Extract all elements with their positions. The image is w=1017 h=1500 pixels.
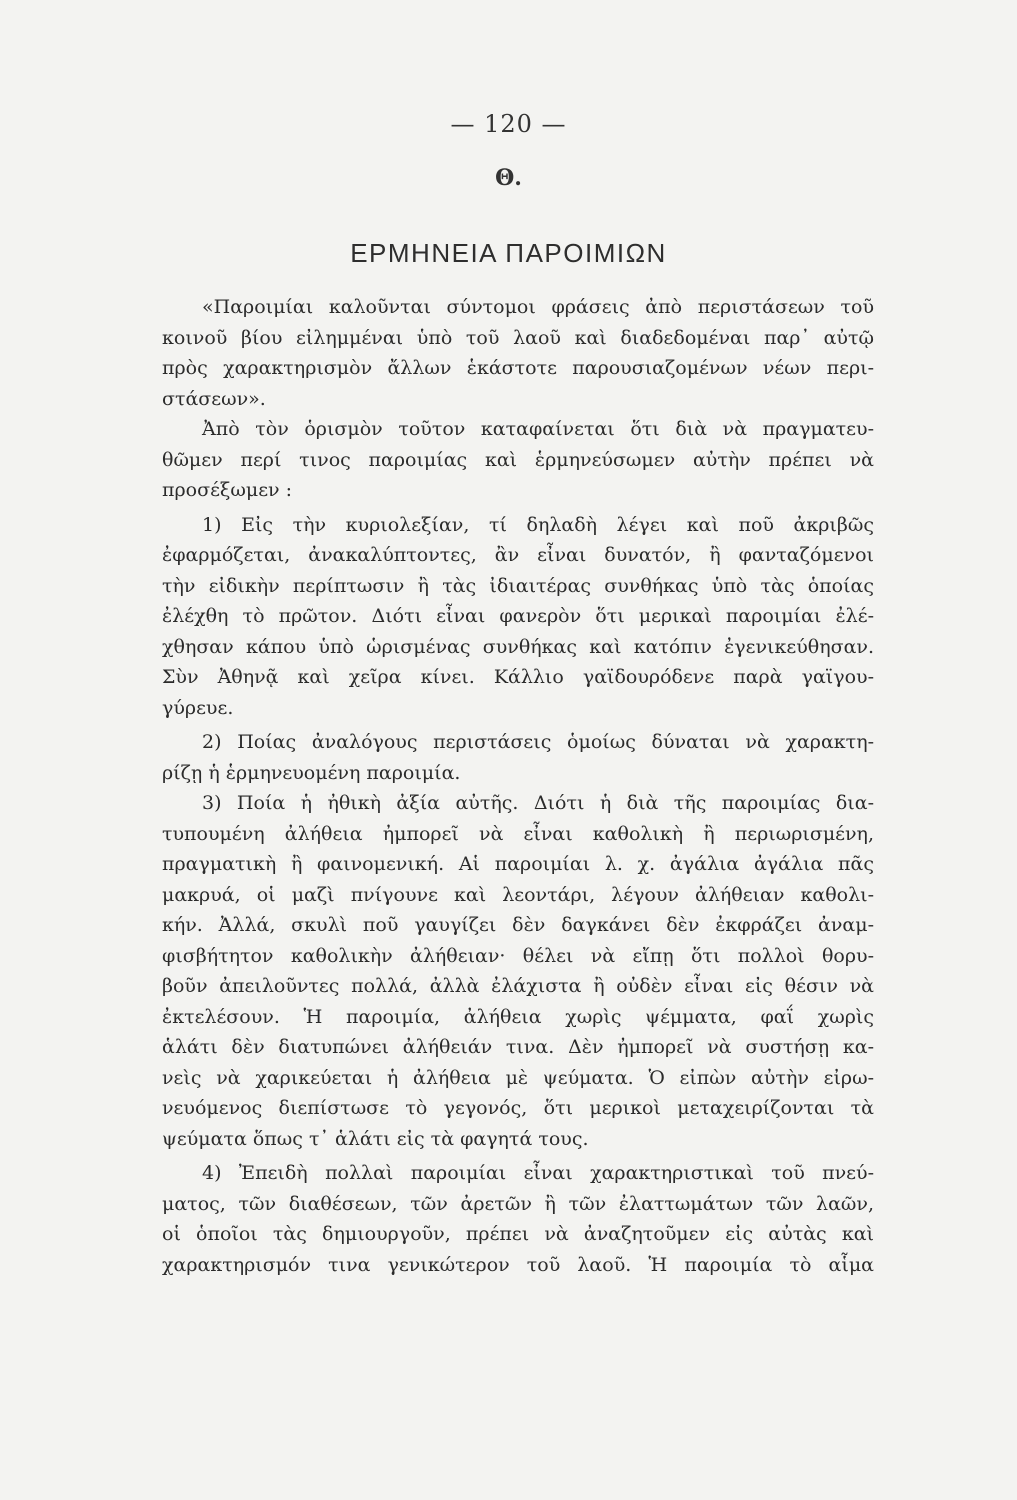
text-line: γύρευε. (162, 696, 234, 719)
text-line: προσέξωμεν : (162, 479, 293, 501)
text-line: χαρακτηρισμόν τινα γενικώτερον τοῦ λαοῦ. Ἡ παροιμία τὸ αἷμα (162, 1253, 874, 1276)
text-line: νευόμενος διεπίστωσε τὸ γεγονός, ὅτι μερικοὶ μεταχειρίζονται τὰ (162, 1097, 874, 1119)
text-line: ἐλέχθη τὸ πρῶτον. Διότι εἶναι φανερὸν ὅτι μερικαὶ παροιμίαι ἐλέ- (162, 605, 874, 627)
text-line: κοινοῦ βίου εἰλημμέναι ὑπὸ τοῦ λαοῦ καὶ διαδεδομέναι παρ᾿ αὐτῷ (162, 326, 874, 349)
text-line: πρὸς χαρακτηρισμὸν ἄλλων ἑκάστοτε παρουσιαζομένων νέων περι- (162, 357, 874, 379)
text-line: νεὶς νὰ χαρικεύεται ἡ ἀλήθεια μὲ ψεύματα. Ὁ εἰπὼν αὐτὴν εἰρω- (162, 1066, 874, 1089)
text-line: τυπουμένη ἀλήθεια ἠμπορεῖ νὰ εἶναι καθολικὴ ἢ περιωρισμένη, (162, 822, 874, 845)
paragraph-point-3 (162, 788, 874, 1154)
text-line: 1) Εἰς τὴν κυριολεξίαν, τί δηλαδὴ λέγει καὶ ποῦ ἀκριβῶς (202, 513, 874, 536)
paragraph-point-2 (162, 727, 874, 788)
text-line: ἐφαρμόζεται, ἀνακαλύπτοντες, ἂν εἶναι δυνατόν, ἢ φανταζόμενοι (162, 544, 874, 566)
text-line: φισβήτητον καθολικὴν ἀλήθειαν· θέλει νὰ εἴπῃ ὅτι πολλοὶ θορυ- (162, 944, 874, 967)
text-line: 4) Ἐπειδὴ πολλαὶ παροιμίαι εἶναι χαρακτηριστικαὶ τοῦ πνεύ- (202, 1162, 874, 1184)
text-line: τὴν εἰδικὴν περίπτωσιν ἢ τὰς ἰδιαιτέρας συνθήκας ὑπὸ τὰς ὁποίας (162, 574, 874, 597)
text-line: 3) Ποία ἡ ἠθικὴ ἀξία αὐτῆς. Διότι ἡ διὰ τῆς παροιμίας δια- (202, 792, 874, 814)
text-line: κήν. Ἀλλά, σκυλὶ ποῦ γαυγίζει δὲν δαγκάνει δὲν ἐκφράζει ἀναμ- (162, 914, 874, 936)
text-line: 2) Ποίας ἀναλόγους περιστάσεις ὁμοίως δύναται νὰ χαρακτη- (202, 731, 874, 753)
text-line: βοῦν ἀπειλοῦντες πολλά, ἀλλὰ ἐλάχιστα ἢ οὐδὲν εἶναι εἰς θέσιν νὰ (162, 975, 874, 997)
section-letter: Θ. (495, 165, 522, 191)
paragraph-point-4 (162, 1158, 874, 1280)
section-title: ΕΡΜΗΝΕΙΑ ΠΑΡΟΙΜΙΩΝ (350, 238, 667, 268)
text-line: ματος, τῶν διαθέσεων, τῶν ἀρετῶν ἢ τῶν ἐλαττωμάτων τῶν λαῶν, (162, 1192, 874, 1215)
text-line: Σὺν Ἀθηνᾷ καὶ χεῖρα κίνει. Κάλλιο γαϊδουρόδενε παρὰ γαϊγου- (162, 666, 874, 688)
text-line: ψεύματα ὅπως τ᾿ ἁλάτι εἰς τὰ φαγητά τους. (162, 1127, 589, 1150)
text-line: πραγματικὴ ἢ φαινομενική. Αἱ παροιμίαι λ. χ. ἀγάλια ἀγάλια πᾶς (162, 853, 874, 875)
body-text (162, 292, 874, 1280)
text-line: ρίζῃ ἡ ἑρμηνευομένη παροιμία. (162, 761, 461, 784)
paragraph-definition (162, 292, 874, 414)
text-line: οἱ ὁποῖοι τὰς δημιουργοῦν, πρέπει νὰ ἀναζητοῦμεν εἰς αὐτὰς καὶ (162, 1223, 874, 1245)
text-line: στάσεων». (162, 387, 266, 410)
text-line: ἁλάτι δὲν διατυπώνει ἀλήθειάν τινα. Δὲν ἠμπορεῖ νὰ συστήσῃ κα- (162, 1036, 874, 1058)
text-line: ἐκτελέσουν. Ἡ παροιμία, ἀλήθεια χωρὶς ψέμματα, φαΐ χωρὶς (162, 1005, 874, 1028)
paragraph-point-1 (162, 510, 874, 724)
text-line: Ἀπὸ τὸν ὁρισμὸν τοῦτον καταφαίνεται ὅτι διὰ νὰ πραγματευ- (202, 418, 874, 440)
text-line: θῶμεν περί τινος παροιμίας καὶ ἑρμηνεύσωμεν αὐτὴν πρέπει νὰ (162, 448, 874, 471)
text-line: χθησαν κάπου ὑπὸ ὡρισμένας συνθήκας καὶ κατόπιν ἐγενικεύθησαν. (162, 635, 874, 658)
text-line: «Παροιμίαι καλοῦνται σύντομοι φράσεις ἀπὸ περιστάσεων τοῦ (202, 296, 874, 318)
text-line: μακρυά, οἱ μαζὶ πνίγουνε καὶ λεοντάρι, λέγουν ἀλήθειαν καθολι- (162, 883, 874, 906)
paragraph-intro (162, 414, 874, 506)
page-number: — 120 — (450, 110, 567, 138)
